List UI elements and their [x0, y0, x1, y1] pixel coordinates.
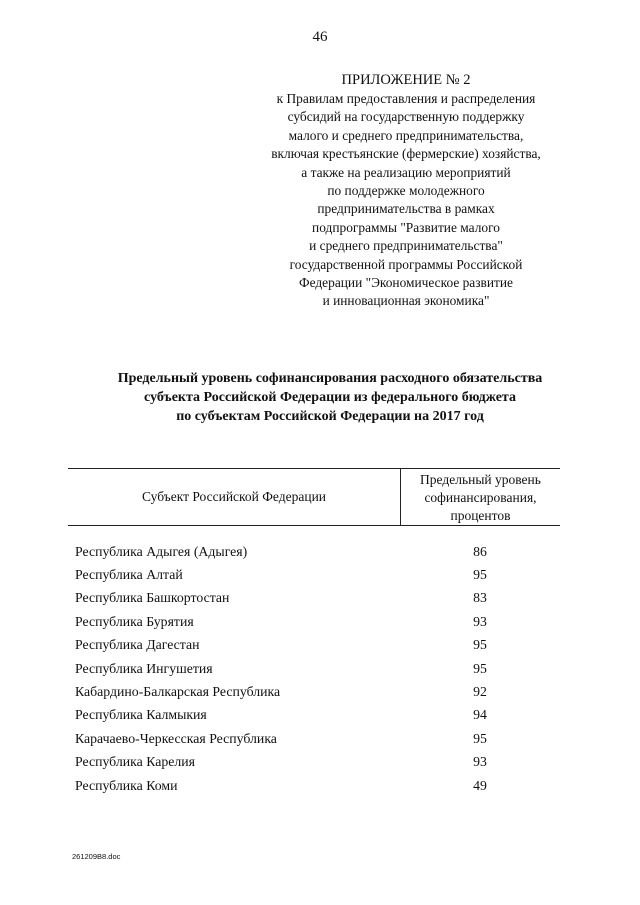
table-row: [68, 680, 560, 703]
value-cell: 93: [473, 613, 487, 629]
cofinancing-table: [68, 468, 560, 797]
appendix-line: к Правилам предоставления и распределения: [276, 91, 536, 106]
value-cell: 92: [473, 684, 487, 700]
appendix-line: подпрограммы "Развитие малого: [312, 219, 500, 235]
appendix-block: [256, 70, 556, 311]
subject-cell: Кабардино-Балкарская Республика: [75, 684, 281, 700]
subject-cell: Республика Алтай: [75, 567, 183, 583]
appendix-line: а также на реализацию мероприятий: [301, 164, 511, 180]
value-cell: 95: [473, 637, 487, 653]
subject-cell: Республика Ингушетия: [75, 660, 213, 676]
value-cell: 86: [473, 543, 487, 559]
appendix-line: включая крестьянские (фермерские) хозяйства,: [271, 146, 541, 162]
appendix-line: малого и среднего предпринимательства,: [288, 127, 524, 143]
document-title-line: субъекта Российской Федерации из федерального бюджета: [144, 390, 516, 405]
value-cell: 95: [473, 730, 487, 746]
value-cell: 95: [473, 567, 487, 583]
subject-cell: Республика Дагестан: [75, 637, 200, 653]
document-title-line: по субъектам Российской Федерации на 2017 год: [176, 409, 484, 424]
subject-cell: Республика Коми: [75, 777, 178, 793]
document-title: [60, 369, 600, 426]
table-row: [68, 563, 560, 586]
table-row: [68, 610, 560, 633]
table-row: [68, 774, 560, 797]
table-row: [68, 657, 560, 680]
header-level: [401, 469, 560, 525]
subject-cell: Республика Бурятия: [75, 613, 194, 629]
value-cell: 49: [473, 777, 487, 793]
header-level-line: софинансирования,: [424, 490, 537, 505]
header-subject: Субъект Российской Федерации: [68, 469, 401, 525]
table-body: [68, 526, 560, 797]
appendix-line: предпринимательства в рамках: [317, 201, 495, 217]
table-row: [68, 634, 560, 657]
table-row: [68, 587, 560, 610]
subject-cell: Республика Адыгея (Адыгея): [75, 543, 248, 559]
table-row: [68, 727, 560, 750]
appendix-line: и инновационная экономика": [322, 293, 490, 309]
header-level-line: Предельный уровень: [420, 472, 541, 487]
table-row: [68, 540, 560, 563]
appendix-line: государственной программы Российской: [289, 256, 523, 272]
subject-cell: Республика Калмыкия: [75, 707, 207, 723]
subject-cell: Республика Башкортостан: [75, 590, 230, 606]
table-row: [68, 704, 560, 727]
value-cell: 83: [473, 590, 487, 606]
appendix-line: Федерации "Экономическое развитие: [299, 275, 513, 291]
appendix-line: по поддержке молодежного: [327, 183, 485, 199]
subject-cell: Республика Карелия: [75, 754, 195, 770]
table-row: [68, 751, 560, 774]
subject-cell: Карачаево-Черкесская Республика: [75, 730, 277, 746]
appendix-title: ПРИЛОЖЕНИЕ № 2: [341, 72, 471, 88]
table-header: [68, 468, 560, 526]
page-number: 46: [312, 29, 328, 45]
value-cell: 94: [473, 707, 487, 723]
document-file-code: 261209B8.doc: [72, 852, 121, 861]
appendix-line: субсидий на государственную поддержку: [287, 109, 525, 125]
value-cell: 95: [473, 660, 487, 676]
value-cell: 93: [473, 754, 487, 770]
document-title-line: Предельный уровень софинансирования расходного обязательства: [117, 371, 543, 386]
appendix-line: и среднего предпринимательства": [309, 238, 503, 254]
header-level-line: процентов: [450, 508, 511, 523]
